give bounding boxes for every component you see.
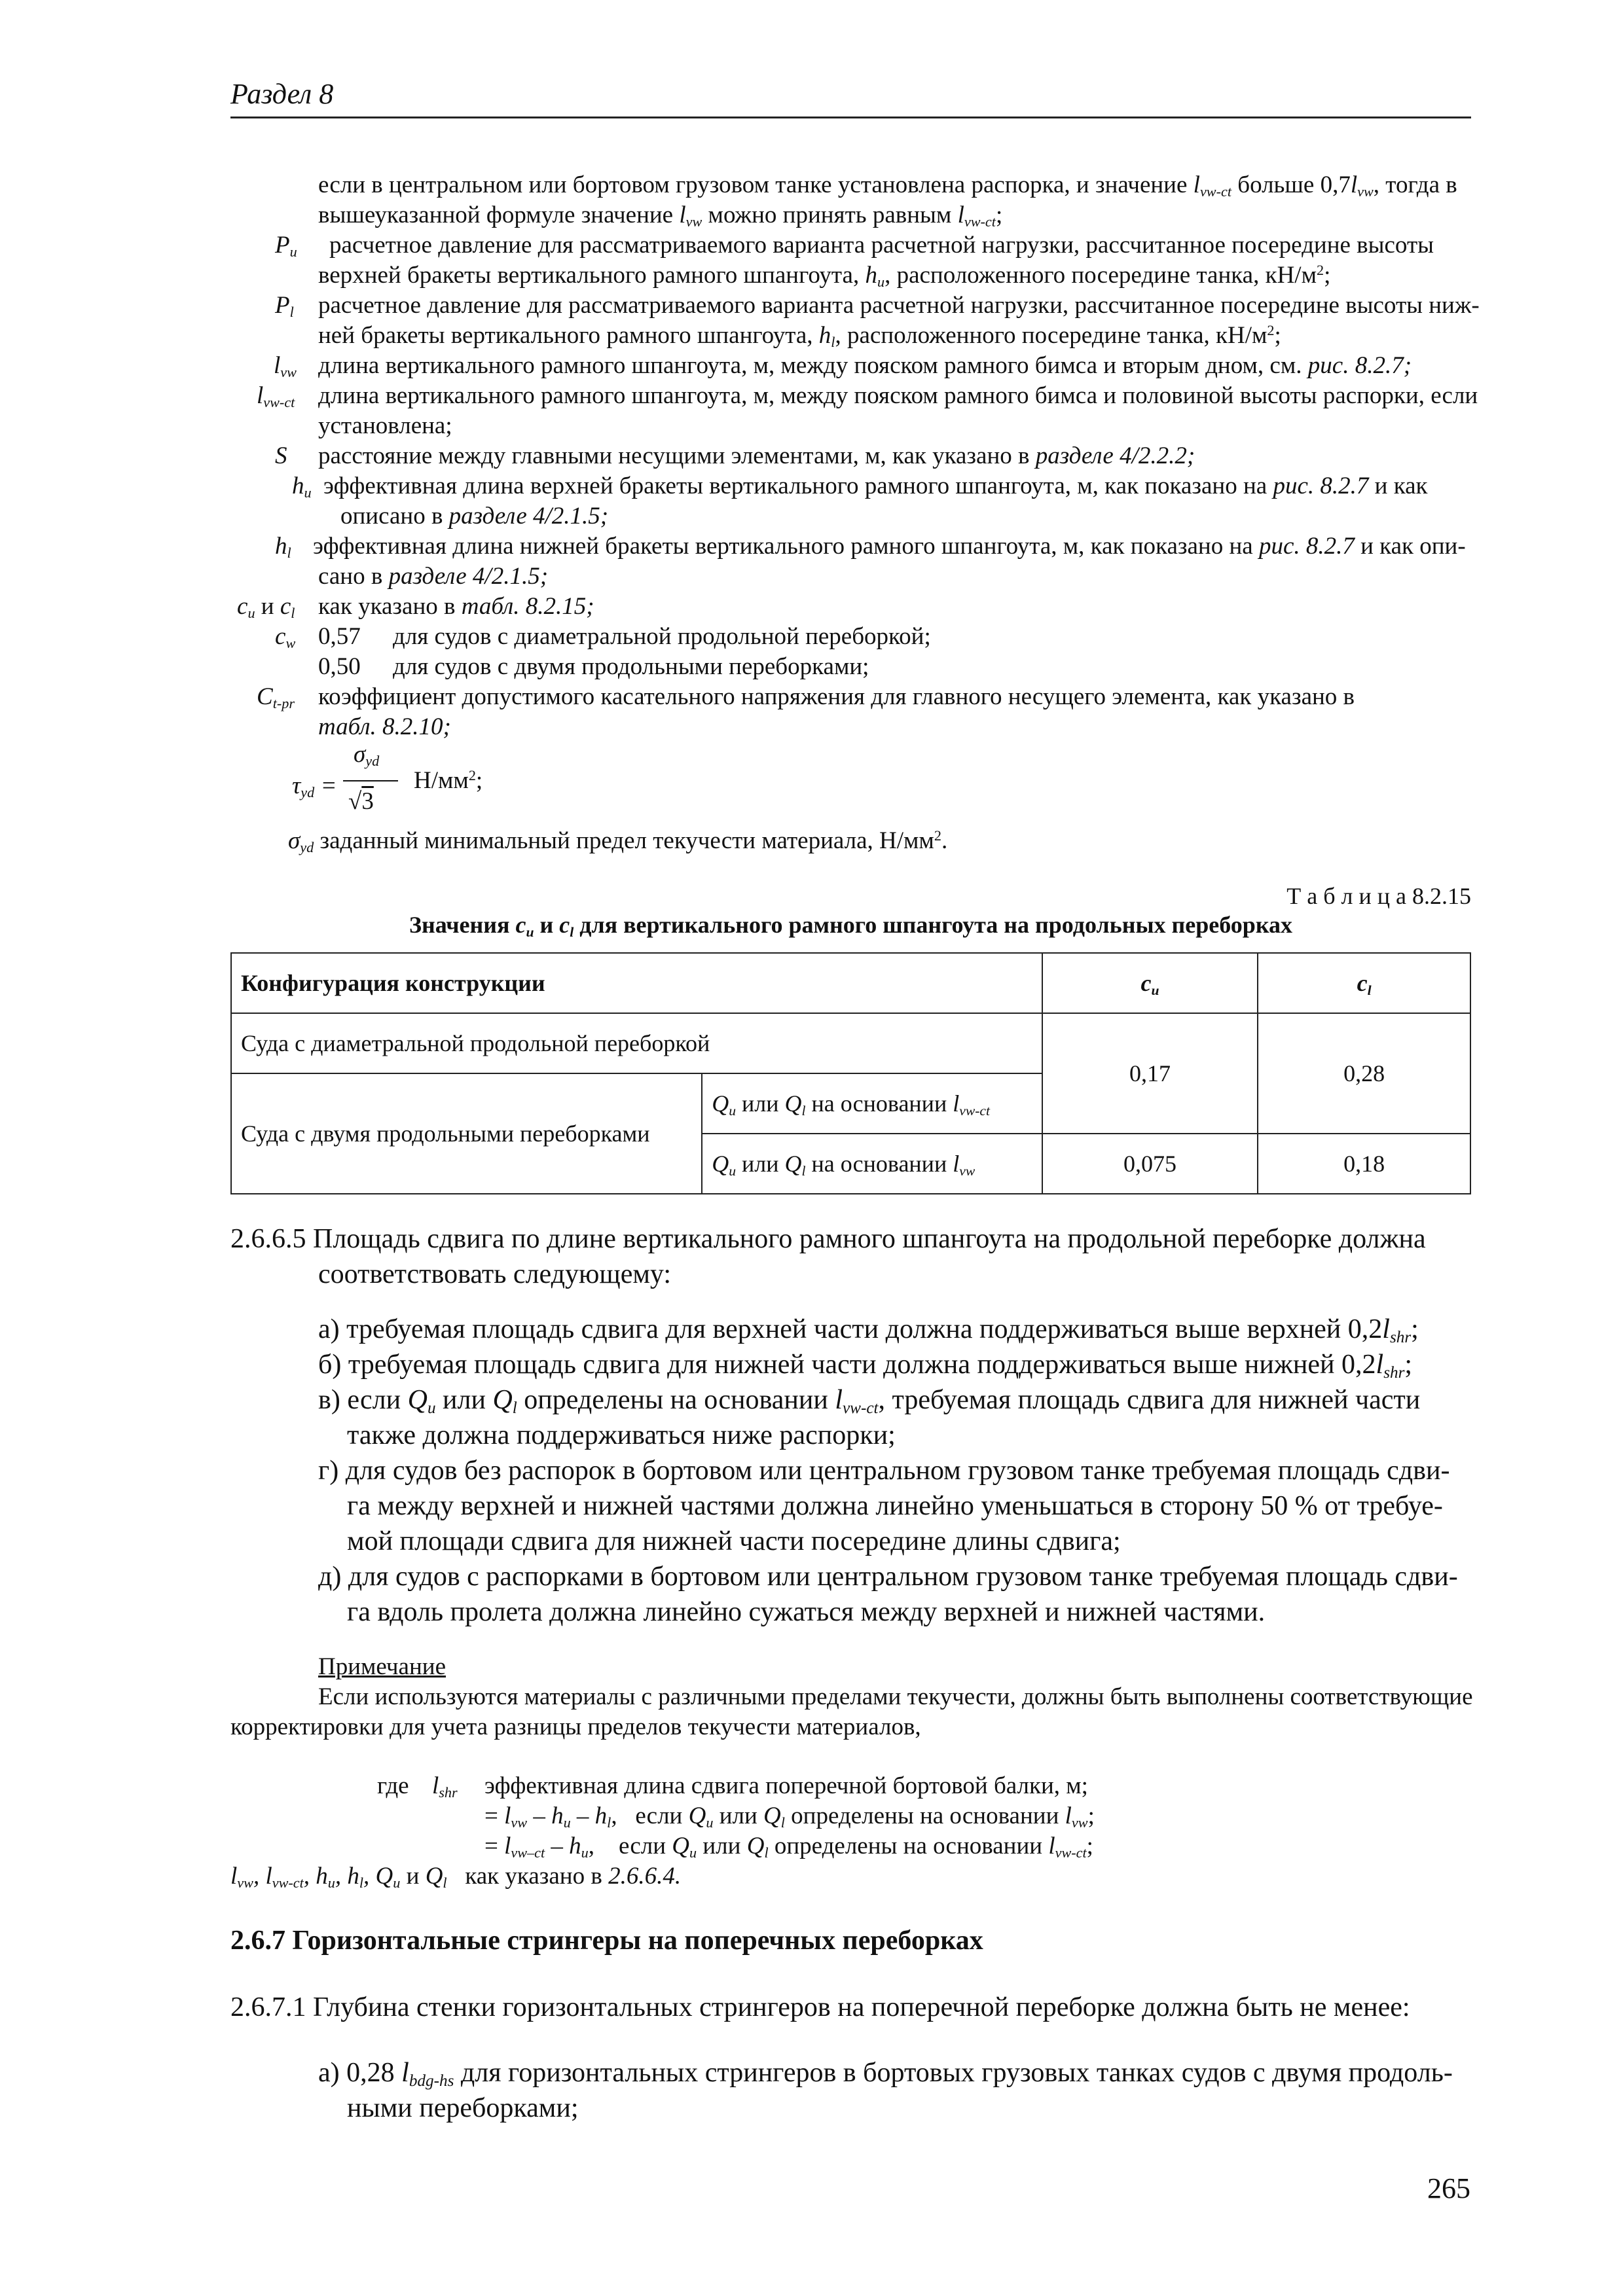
item-d-line-1: г) для судов без распорок в бортовом или центральном грузовом танке требуемая площадь сдви- bbox=[318, 1456, 1450, 1486]
table-row bbox=[231, 1013, 1470, 1073]
def-sigma: $\sigma_{yd}$ заданный минимальный предел текучести материала, $Н/мм^2$. bbox=[288, 827, 948, 856]
symbol-pu: $P_u$ bbox=[275, 232, 297, 260]
header-rule bbox=[230, 117, 1471, 118]
item-a: а) требуемая площадь сдвига для верхней части должна поддерживаться выше верхней $0,2l_{shr}$; bbox=[318, 1314, 1419, 1347]
def-hl-1: эффективная длина нижней бракеты вертикального рамного шпангоута, м, как показано на рис. 8.2.7 и как опи- bbox=[313, 533, 1466, 560]
def-pl-2: ней бракеты вертикального рамного шпангоута, $h_l$, расположенного посередине танка, $кН/м^2$; bbox=[318, 321, 1281, 351]
note-where-4: $l_{vw}$, $l_{vw-ct}$, $h_u$, $h_l$, $Q_u$ и $Q_l$ как указано в 2.6.6.4. bbox=[230, 1863, 682, 1892]
note-title: Примечание bbox=[318, 1653, 446, 1680]
cell-cu-017: 0,17 bbox=[1042, 1013, 1258, 1134]
symbol-lvwct: $l_{vw-ct}$ bbox=[257, 382, 295, 411]
note-line-2: корректировки для учета разницы пределов текучести материалов, bbox=[230, 1713, 921, 1740]
tau-unit: $Н/мм^2$; bbox=[414, 766, 483, 794]
note-lshr-symbol: $l_{shr}$ bbox=[432, 1772, 458, 1801]
item-d-line-2: га между верхней и нижней частями должна линейно уменьшаться в сторону 50 % от требуе- bbox=[347, 1491, 1443, 1521]
def-pu-1: расчетное давление для рассматриваемого варианта расчетной нагрузки, рассчитанное посередине высоты bbox=[329, 232, 1434, 259]
def-cw-value-1: 0,57 bbox=[318, 623, 361, 650]
para-2665-line-2: соответствовать следующему: bbox=[318, 1259, 672, 1289]
note-where-3: = $l_{vw-ct} - h_u$, если $Q_u$ или $Q_l$ определены на основании $l_{vw-ct}$; bbox=[484, 1833, 1093, 1861]
def-pl-1: расчетное давление для рассматриваемого варианта расчетной нагрузки, рассчитанное посередине высоты ниж- bbox=[318, 292, 1480, 319]
item-c-line-2: также должна поддерживаться ниже распорки; bbox=[347, 1420, 896, 1450]
def-s: расстояние между главными несущими элементами, м, как указано в разделе 4/2.2.2; bbox=[318, 442, 1195, 469]
fraction-bar bbox=[343, 780, 398, 781]
page-number: 265 bbox=[1427, 2172, 1470, 2204]
symbol-ctpr: $C_{t-pr}$ bbox=[257, 683, 295, 712]
def-hl-2: сано в разделе 4/2.1.5; bbox=[318, 563, 549, 590]
para-2665-line-1: 2.6.6.5 Площадь сдвига по длине вертикального рамного шпангоута на продольной переборке должна bbox=[230, 1224, 1426, 1254]
def-cu-cl: как указано в табл. 8.2.15; bbox=[318, 593, 594, 620]
cell-cu-0075: 0,075 bbox=[1042, 1134, 1258, 1194]
table-number: Т а б л и ц а 8.2.15 bbox=[1286, 883, 1471, 909]
item-b: б) требуемая площадь сдвига для нижней части должна поддерживаться выше нижней $0,2l_{shr}$; bbox=[318, 1350, 1413, 1382]
def-cw-text-1: для судов с диаметральной продольной переборкой; bbox=[393, 623, 931, 650]
symbol-cu-cl: $c_u$ и $c_l$ bbox=[237, 593, 295, 622]
item-e-line-2: га вдоль пролета должна линейно сужаться между верхней и нижней частями. bbox=[347, 1597, 1266, 1627]
note-where: где bbox=[377, 1772, 409, 1799]
symbol-s: S bbox=[275, 442, 287, 469]
section-heading-267: 2.6.7 Горизонтальные стрингеры на поперечных переборках bbox=[230, 1926, 983, 1956]
header-cl: $c_l$ bbox=[1258, 953, 1470, 1013]
cell-cl-018: 0,18 bbox=[1258, 1134, 1470, 1194]
header-config: Конфигурация конструкции bbox=[231, 953, 1042, 1013]
def-hu-1: эффективная длина верхней бракеты вертикального рамного шпангоута, м, как показано на рис. 8.2.7 и как bbox=[323, 473, 1428, 499]
item-e-line-1: д) для судов с распорками в бортовом или центральном грузовом танке требуемая площадь сдви- bbox=[318, 1562, 1458, 1592]
def-ctpr-1: коэффициент допустимого касательного напряжения для главного несущего элемента, как указано в bbox=[318, 683, 1355, 710]
def-hu-2: описано в разделе 4/2.1.5; bbox=[340, 503, 609, 529]
symbol-cw: $c_w$ bbox=[275, 623, 296, 652]
cell-cl-028: 0,28 bbox=[1258, 1013, 1470, 1134]
note-line-1: Если используются материалы с различными пределами текучести, должны быть выполнены соответствующие bbox=[318, 1683, 1473, 1710]
item-2671-a-line-1: а) 0,28 $l_{bdg-hs}$ для горизонтальных стрингеров в бортовых грузовых танках судов с двумя продоль- bbox=[318, 2058, 1453, 2090]
header-cu: $c_u$ bbox=[1042, 953, 1258, 1013]
def-ctpr-2: табл. 8.2.10; bbox=[318, 713, 451, 740]
def-lvwct-2: установлена; bbox=[318, 412, 452, 439]
cell-basis-lvw: $Q_u$ или $Q_l$ на основании $l_{vw}$ bbox=[702, 1134, 1042, 1194]
running-header: Раздел 8 bbox=[230, 78, 334, 110]
def-cw-value-2: 0,50 bbox=[318, 653, 361, 680]
item-2671-a-line-2: ными переборками; bbox=[347, 2093, 579, 2123]
tau-symbol: $\tau_{yd}$ = bbox=[292, 772, 337, 801]
sqrt-denominator: √3 bbox=[348, 788, 374, 815]
intro-line-2: вышеуказанной формуле значение $l_{vw}$ можно принять равным $l_{vw-ct}$; bbox=[318, 202, 1003, 230]
table-header-row bbox=[231, 953, 1470, 1013]
def-pu-2: верхней бракеты вертикального рамного шпангоута, $h_u$, расположенного посередине танка, $кН/м^2$; bbox=[318, 261, 1331, 291]
row-single-bulkhead: Суда с диаметральной продольной переборкой bbox=[231, 1013, 1042, 1073]
table-caption: Значения $c_u$ и $c_l$ для вертикального рамного шпангоута на продольных переборках bbox=[409, 912, 1293, 941]
coefficient-table bbox=[230, 952, 1471, 1194]
symbol-hl: $h_l$ bbox=[275, 533, 291, 562]
item-d-line-3: мой площади сдвига для нижней части посередине длины сдвига; bbox=[347, 1526, 1121, 1556]
para-2671: 2.6.7.1 Глубина стенки горизонтальных стрингеров на поперечной переборке должна быть не менее: bbox=[230, 1992, 1410, 2022]
row-two-bulkheads: Суда с двумя продольными переборками bbox=[231, 1073, 702, 1194]
symbol-pl: $P_l$ bbox=[275, 292, 294, 321]
cell-basis-lvwct: $Q_u$ или $Q_l$ на основании $l_{vw-ct}$ bbox=[702, 1073, 1042, 1134]
def-cw-text-2: для судов с двумя продольными переборками; bbox=[393, 653, 869, 680]
symbol-hu: $h_u$ bbox=[292, 473, 312, 501]
intro-line-1: если в центральном или бортовом грузовом танке установлена распорка, и значение $l_{vw-ct}$ больше $0,7l_{vw}$, тогда в bbox=[318, 171, 1457, 200]
note-where-1: эффективная длина сдвига поперечной бортовой балки, м; bbox=[484, 1772, 1088, 1799]
tau-formula bbox=[288, 740, 615, 831]
def-lvw: длина вертикального рамного шпангоута, м, между пояском рамного бимса и вторым дном, см. рис. 8.2.7; bbox=[318, 352, 1412, 379]
sigma-numerator: $\sigma_{yd}$ bbox=[354, 741, 380, 770]
item-c-line-1: в) если $Q_u$ или $Q_l$ определены на основании $l_{vw-ct}$, требуемая площадь сдвига для нижней части bbox=[318, 1385, 1421, 1418]
symbol-lvw: $l_{vw}$ bbox=[274, 352, 297, 381]
note-where-2: = $l_{vw} - h_u - h_l$, если $Q_u$ или $Q_l$ определены на основании $l_{vw}$; bbox=[484, 1803, 1095, 1831]
def-lvwct-1: длина вертикального рамного шпангоута, м, между пояском рамного бимса и половиной высоты распорки, если bbox=[318, 382, 1478, 409]
